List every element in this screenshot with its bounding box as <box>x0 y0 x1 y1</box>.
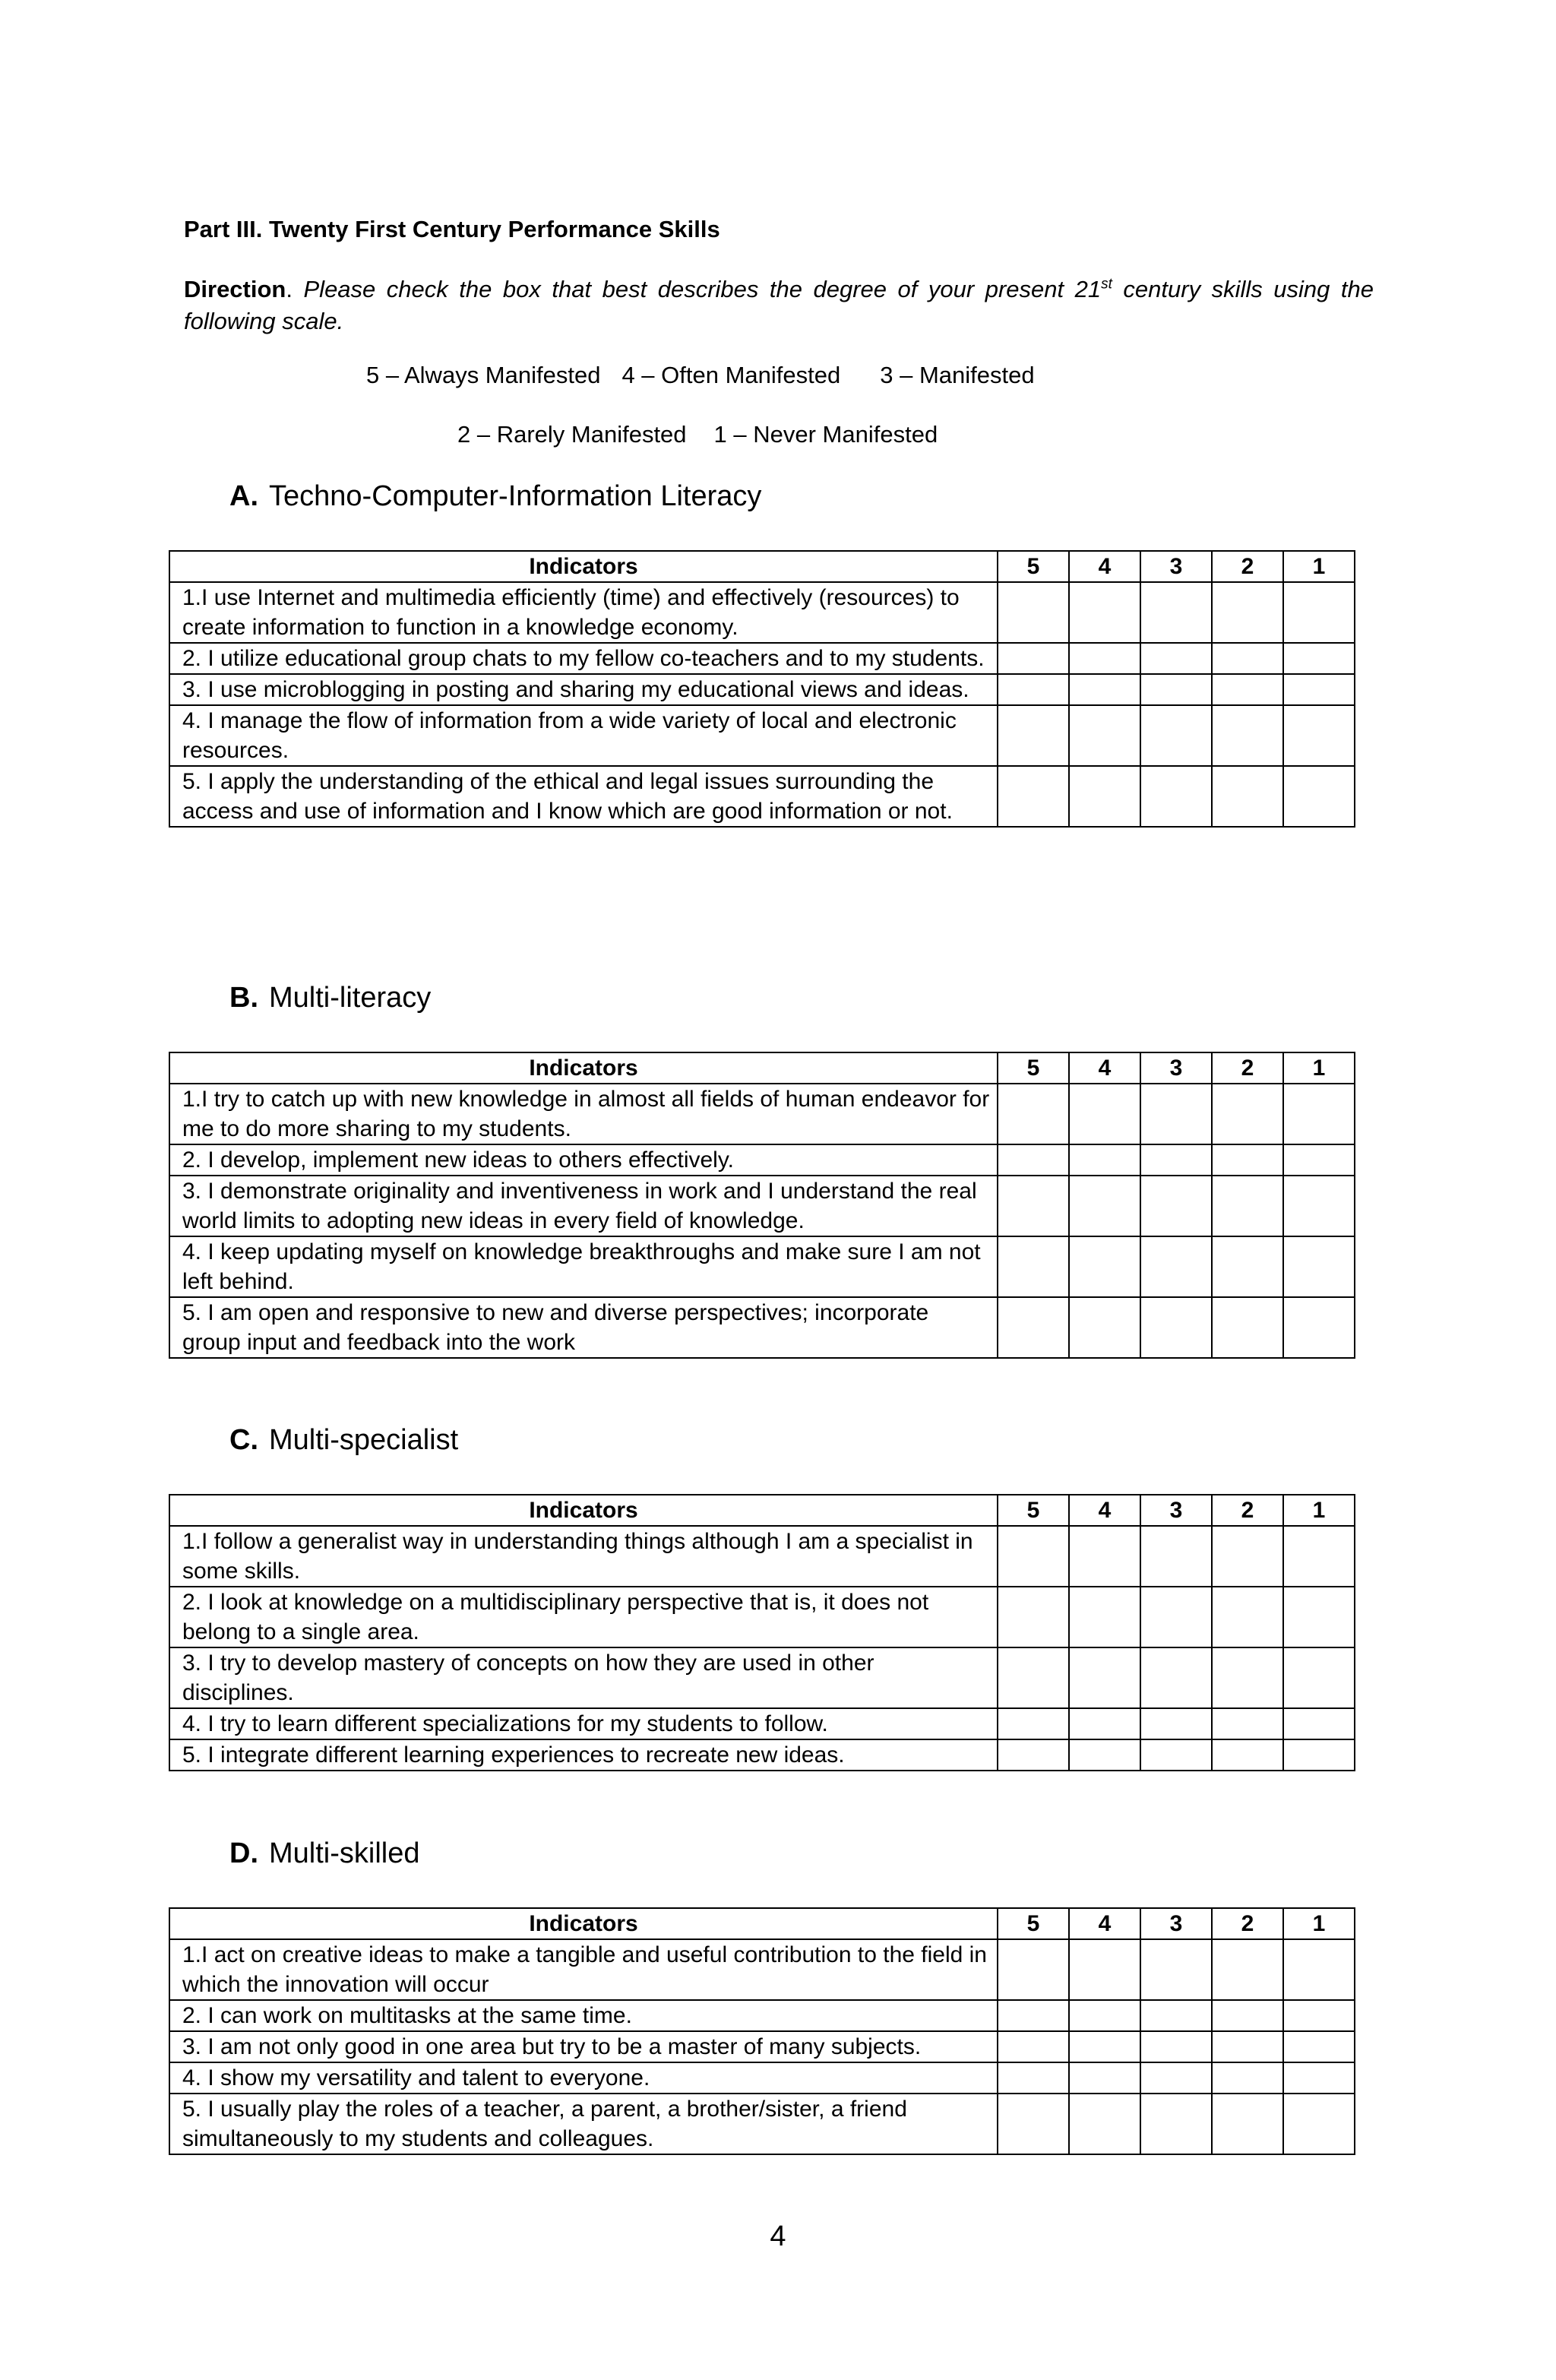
part-title: Part III. Twenty First Century Performance Skills <box>184 216 720 242</box>
direction-superscript: st <box>1101 276 1112 293</box>
checkbox-3[interactable] <box>1140 2062 1212 2094</box>
checkbox-3[interactable] <box>1140 1144 1212 1176</box>
page-number: 4 <box>770 2220 786 2252</box>
checkbox-5[interactable] <box>998 1708 1069 1739</box>
checkbox-1[interactable] <box>1283 1526 1355 1587</box>
indicator-text: 4. I manage the flow of information from a wide variety of local and electronic resources. <box>169 705 998 766</box>
checkbox-1[interactable] <box>1283 643 1355 674</box>
scale-3: 3 – Manifested <box>880 362 1035 388</box>
checkbox-1[interactable] <box>1283 1236 1355 1297</box>
checkbox-2[interactable] <box>1212 1708 1283 1739</box>
indicator-text: 2. I look at knowledge on a multidisciplinary perspective that is, it does not belong to a single area. <box>169 1587 998 1647</box>
header-1: 1 <box>1283 1495 1355 1526</box>
checkbox-4[interactable] <box>1069 582 1140 643</box>
table-row <box>169 2000 1355 2031</box>
checkbox-4[interactable] <box>1069 1739 1140 1771</box>
indicator-text: 5. I usually play the roles of a teacher, a parent, a brother/sister, a friend simultaneously to my students and colleagues. <box>169 2094 998 2154</box>
header-4: 4 <box>1069 1052 1140 1084</box>
checkbox-4[interactable] <box>1069 2031 1140 2062</box>
header-4: 4 <box>1069 1908 1140 1939</box>
checkbox-2[interactable] <box>1212 1144 1283 1176</box>
checkbox-1[interactable] <box>1283 674 1355 705</box>
table-header-row <box>169 1495 1355 1526</box>
indicator-text: 3. I am not only good in one area but try to be a master of many subjects. <box>169 2031 998 2062</box>
header-2: 2 <box>1212 1495 1283 1526</box>
header-3: 3 <box>1140 1908 1212 1939</box>
header-5: 5 <box>998 551 1069 582</box>
section-letter: A. <box>229 480 258 512</box>
table-row <box>169 1587 1355 1647</box>
scale-line-1 <box>366 362 1035 389</box>
checkbox-5[interactable] <box>998 705 1069 766</box>
header-4: 4 <box>1069 1495 1140 1526</box>
checkbox-4[interactable] <box>1069 1939 1140 2000</box>
checkbox-3[interactable] <box>1140 1176 1212 1236</box>
checkbox-3[interactable] <box>1140 1084 1212 1144</box>
table-row <box>169 1297 1355 1358</box>
table-row <box>169 1739 1355 1771</box>
checkbox-3[interactable] <box>1140 1739 1212 1771</box>
section-letter: B. <box>229 982 258 1014</box>
indicator-text: 1.I follow a generalist way in understanding things although I am a specialist in some skills. <box>169 1526 998 1587</box>
checkbox-5[interactable] <box>998 1939 1069 2000</box>
checkbox-4[interactable] <box>1069 2062 1140 2094</box>
checkbox-3[interactable] <box>1140 1587 1212 1647</box>
checkbox-5[interactable] <box>998 1176 1069 1236</box>
section-a-table <box>169 550 1355 828</box>
indicator-text: 3. I demonstrate originality and inventiveness in work and I understand the real world limits to adopting new ideas in every field of knowledge. <box>169 1176 998 1236</box>
table-row <box>169 705 1355 766</box>
checkbox-4[interactable] <box>1069 1084 1140 1144</box>
checkbox-2[interactable] <box>1212 1526 1283 1587</box>
table-row <box>169 766 1355 827</box>
checkbox-5[interactable] <box>998 582 1069 643</box>
checkbox-1[interactable] <box>1283 2000 1355 2031</box>
checkbox-4[interactable] <box>1069 2094 1140 2154</box>
checkbox-5[interactable] <box>998 2031 1069 2062</box>
checkbox-3[interactable] <box>1140 2094 1212 2154</box>
direction-text <box>184 276 1374 334</box>
checkbox-4[interactable] <box>1069 705 1140 766</box>
checkbox-2[interactable] <box>1212 1297 1283 1358</box>
direction-paragraph: Direction. Please check the box that best describes the degree of your present 21st century skills using the following scale. <box>184 276 1374 334</box>
checkbox-3[interactable] <box>1140 1297 1212 1358</box>
checkbox-2[interactable] <box>1212 643 1283 674</box>
checkbox-3[interactable] <box>1140 766 1212 827</box>
section-b-table <box>169 1052 1355 1359</box>
checkbox-2[interactable] <box>1212 1236 1283 1297</box>
table-row <box>169 582 1355 643</box>
indicator-text: 1.I act on creative ideas to make a tangible and useful contribution to the field in which the innovation will occur <box>169 1939 998 2000</box>
indicator-text: 5. I integrate different learning experiences to recreate new ideas. <box>169 1739 998 1771</box>
checkbox-2[interactable] <box>1212 2062 1283 2094</box>
checkbox-1[interactable] <box>1283 1647 1355 1708</box>
checkbox-3[interactable] <box>1140 582 1212 643</box>
checkbox-1[interactable] <box>1283 1297 1355 1358</box>
section-a-heading <box>229 480 761 513</box>
checkbox-4[interactable] <box>1069 2000 1140 2031</box>
checkbox-5[interactable] <box>998 1144 1069 1176</box>
checkbox-2[interactable] <box>1212 1739 1283 1771</box>
checkbox-2[interactable] <box>1212 1647 1283 1708</box>
checkbox-1[interactable] <box>1283 2031 1355 2062</box>
checkbox-3[interactable] <box>1140 1236 1212 1297</box>
section-c-table <box>169 1494 1355 1771</box>
table-row <box>169 2094 1355 2154</box>
direction-label: Direction <box>184 276 286 302</box>
indicator-text: 3. I try to develop mastery of concepts on how they are used in other disciplines. <box>169 1647 998 1708</box>
checkbox-1[interactable] <box>1283 1739 1355 1771</box>
checkbox-3[interactable] <box>1140 674 1212 705</box>
table-row <box>169 1144 1355 1176</box>
checkbox-5[interactable] <box>998 1526 1069 1587</box>
table-header-row <box>169 551 1355 582</box>
checkbox-1[interactable] <box>1283 705 1355 766</box>
table-row <box>169 674 1355 705</box>
checkbox-5[interactable] <box>998 1236 1069 1297</box>
checkbox-4[interactable] <box>1069 1526 1140 1587</box>
checkbox-5[interactable] <box>998 1739 1069 1771</box>
section-title: Multi-skilled <box>269 1837 420 1869</box>
checkbox-1[interactable] <box>1283 1144 1355 1176</box>
header-2: 2 <box>1212 1908 1283 1939</box>
checkbox-2[interactable] <box>1212 1587 1283 1647</box>
indicator-text: 4. I try to learn different specializations for my students to follow. <box>169 1708 998 1739</box>
header-indicators: Indicators <box>169 551 998 582</box>
indicator-text: 5. I am open and responsive to new and diverse perspectives; incorporate group input and feedback into the work <box>169 1297 998 1358</box>
header-indicators: Indicators <box>169 1908 998 1939</box>
table-row <box>169 1939 1355 2000</box>
section-c-heading <box>229 1424 458 1457</box>
table-row <box>169 1708 1355 1739</box>
indicator-text: 5. I apply the understanding of the ethical and legal issues surrounding the access and use of information and I know which are good information or not. <box>169 766 998 827</box>
checkbox-1[interactable] <box>1283 1708 1355 1739</box>
table-header-row <box>169 1052 1355 1084</box>
scale-2: 2 – Rarely Manifested <box>457 421 687 448</box>
checkbox-2[interactable] <box>1212 582 1283 643</box>
checkbox-5[interactable] <box>998 2000 1069 2031</box>
checkbox-1[interactable] <box>1283 2062 1355 2094</box>
indicator-text: 1.I use Internet and multimedia efficiently (time) and effectively (resources) to create information to function in a knowledge economy. <box>169 582 998 643</box>
checkbox-5[interactable] <box>998 2094 1069 2154</box>
table-row <box>169 2031 1355 2062</box>
checkbox-3[interactable] <box>1140 2031 1212 2062</box>
direction-text-main: Please check the box that best describes the degree of your present 21 <box>303 276 1102 302</box>
table-row <box>169 643 1355 674</box>
header-2: 2 <box>1212 1052 1283 1084</box>
checkbox-5[interactable] <box>998 1297 1069 1358</box>
checkbox-1[interactable] <box>1283 582 1355 643</box>
scale-1: 1 – Never Manifested <box>713 421 938 448</box>
section-letter: D. <box>229 1837 258 1869</box>
checkbox-4[interactable] <box>1069 1176 1140 1236</box>
table-row <box>169 1647 1355 1708</box>
checkbox-4[interactable] <box>1069 1647 1140 1708</box>
header-5: 5 <box>998 1908 1069 1939</box>
header-3: 3 <box>1140 551 1212 582</box>
checkbox-2[interactable] <box>1212 1176 1283 1236</box>
checkbox-3[interactable] <box>1140 705 1212 766</box>
checkbox-5[interactable] <box>998 2062 1069 2094</box>
table-header-row <box>169 1908 1355 1939</box>
table-row <box>169 2062 1355 2094</box>
header-3: 3 <box>1140 1052 1212 1084</box>
checkbox-4[interactable] <box>1069 1297 1140 1358</box>
section-d-table <box>169 1907 1355 2155</box>
checkbox-1[interactable] <box>1283 1939 1355 2000</box>
checkbox-5[interactable] <box>998 643 1069 674</box>
section-title: Techno-Computer-Information Literacy <box>269 480 762 512</box>
section-letter: C. <box>229 1424 258 1456</box>
checkbox-3[interactable] <box>1140 2000 1212 2031</box>
section-title: Multi-literacy <box>269 982 432 1014</box>
indicator-text: 2. I can work on multitasks at the same time. <box>169 2000 998 2031</box>
direction-text-end: century skills using the following scale. <box>184 276 1374 334</box>
header-5: 5 <box>998 1052 1069 1084</box>
checkbox-2[interactable] <box>1212 674 1283 705</box>
indicator-text: 1.I try to catch up with new knowledge in almost all fields of human endeavor for me to do more sharing to my students. <box>169 1084 998 1144</box>
checkbox-4[interactable] <box>1069 674 1140 705</box>
checkbox-5[interactable] <box>998 1084 1069 1144</box>
header-indicators: Indicators <box>169 1495 998 1526</box>
checkbox-4[interactable] <box>1069 1587 1140 1647</box>
indicator-text: 3. I use microblogging in posting and sharing my educational views and ideas. <box>169 674 998 705</box>
checkbox-3[interactable] <box>1140 1647 1212 1708</box>
checkbox-3[interactable] <box>1140 1708 1212 1739</box>
checkbox-2[interactable] <box>1212 1939 1283 2000</box>
section-b-heading <box>229 982 431 1014</box>
scale-5: 5 – Always Manifested <box>366 362 601 388</box>
checkbox-2[interactable] <box>1212 2094 1283 2154</box>
checkbox-3[interactable] <box>1140 643 1212 674</box>
scale-line-2 <box>457 421 938 448</box>
table-row <box>169 1526 1355 1587</box>
scale-4: 4 – Often Manifested <box>621 362 841 388</box>
section-title: Multi-specialist <box>269 1424 459 1456</box>
checkbox-5[interactable] <box>998 674 1069 705</box>
header-1: 1 <box>1283 551 1355 582</box>
header-4: 4 <box>1069 551 1140 582</box>
checkbox-2[interactable] <box>1212 705 1283 766</box>
checkbox-3[interactable] <box>1140 1939 1212 2000</box>
indicator-text: 4. I keep updating myself on knowledge breakthroughs and make sure I am not left behind. <box>169 1236 998 1297</box>
header-1: 1 <box>1283 1908 1355 1939</box>
table-row <box>169 1084 1355 1144</box>
checkbox-4[interactable] <box>1069 766 1140 827</box>
checkbox-1[interactable] <box>1283 1084 1355 1144</box>
table-row <box>169 1236 1355 1297</box>
checkbox-4[interactable] <box>1069 1144 1140 1176</box>
header-5: 5 <box>998 1495 1069 1526</box>
checkbox-3[interactable] <box>1140 1526 1212 1587</box>
checkbox-1[interactable] <box>1283 1176 1355 1236</box>
checkbox-2[interactable] <box>1212 1084 1283 1144</box>
checkbox-1[interactable] <box>1283 2094 1355 2154</box>
section-d-heading <box>229 1837 419 1870</box>
checkbox-4[interactable] <box>1069 1236 1140 1297</box>
table-row <box>169 1176 1355 1236</box>
checkbox-5[interactable] <box>998 1587 1069 1647</box>
header-2: 2 <box>1212 551 1283 582</box>
header-indicators: Indicators <box>169 1052 998 1084</box>
checkbox-2[interactable] <box>1212 2000 1283 2031</box>
indicator-text: 4. I show my versatility and talent to everyone. <box>169 2062 998 2094</box>
checkbox-5[interactable] <box>998 766 1069 827</box>
indicator-text: 2. I utilize educational group chats to my fellow co-teachers and to my students. <box>169 643 998 674</box>
checkbox-5[interactable] <box>998 1647 1069 1708</box>
checkbox-4[interactable] <box>1069 1708 1140 1739</box>
checkbox-1[interactable] <box>1283 766 1355 827</box>
checkbox-4[interactable] <box>1069 643 1140 674</box>
checkbox-1[interactable] <box>1283 1587 1355 1647</box>
header-1: 1 <box>1283 1052 1355 1084</box>
checkbox-2[interactable] <box>1212 766 1283 827</box>
indicator-text: 2. I develop, implement new ideas to others effectively. <box>169 1144 998 1176</box>
checkbox-2[interactable] <box>1212 2031 1283 2062</box>
header-3: 3 <box>1140 1495 1212 1526</box>
